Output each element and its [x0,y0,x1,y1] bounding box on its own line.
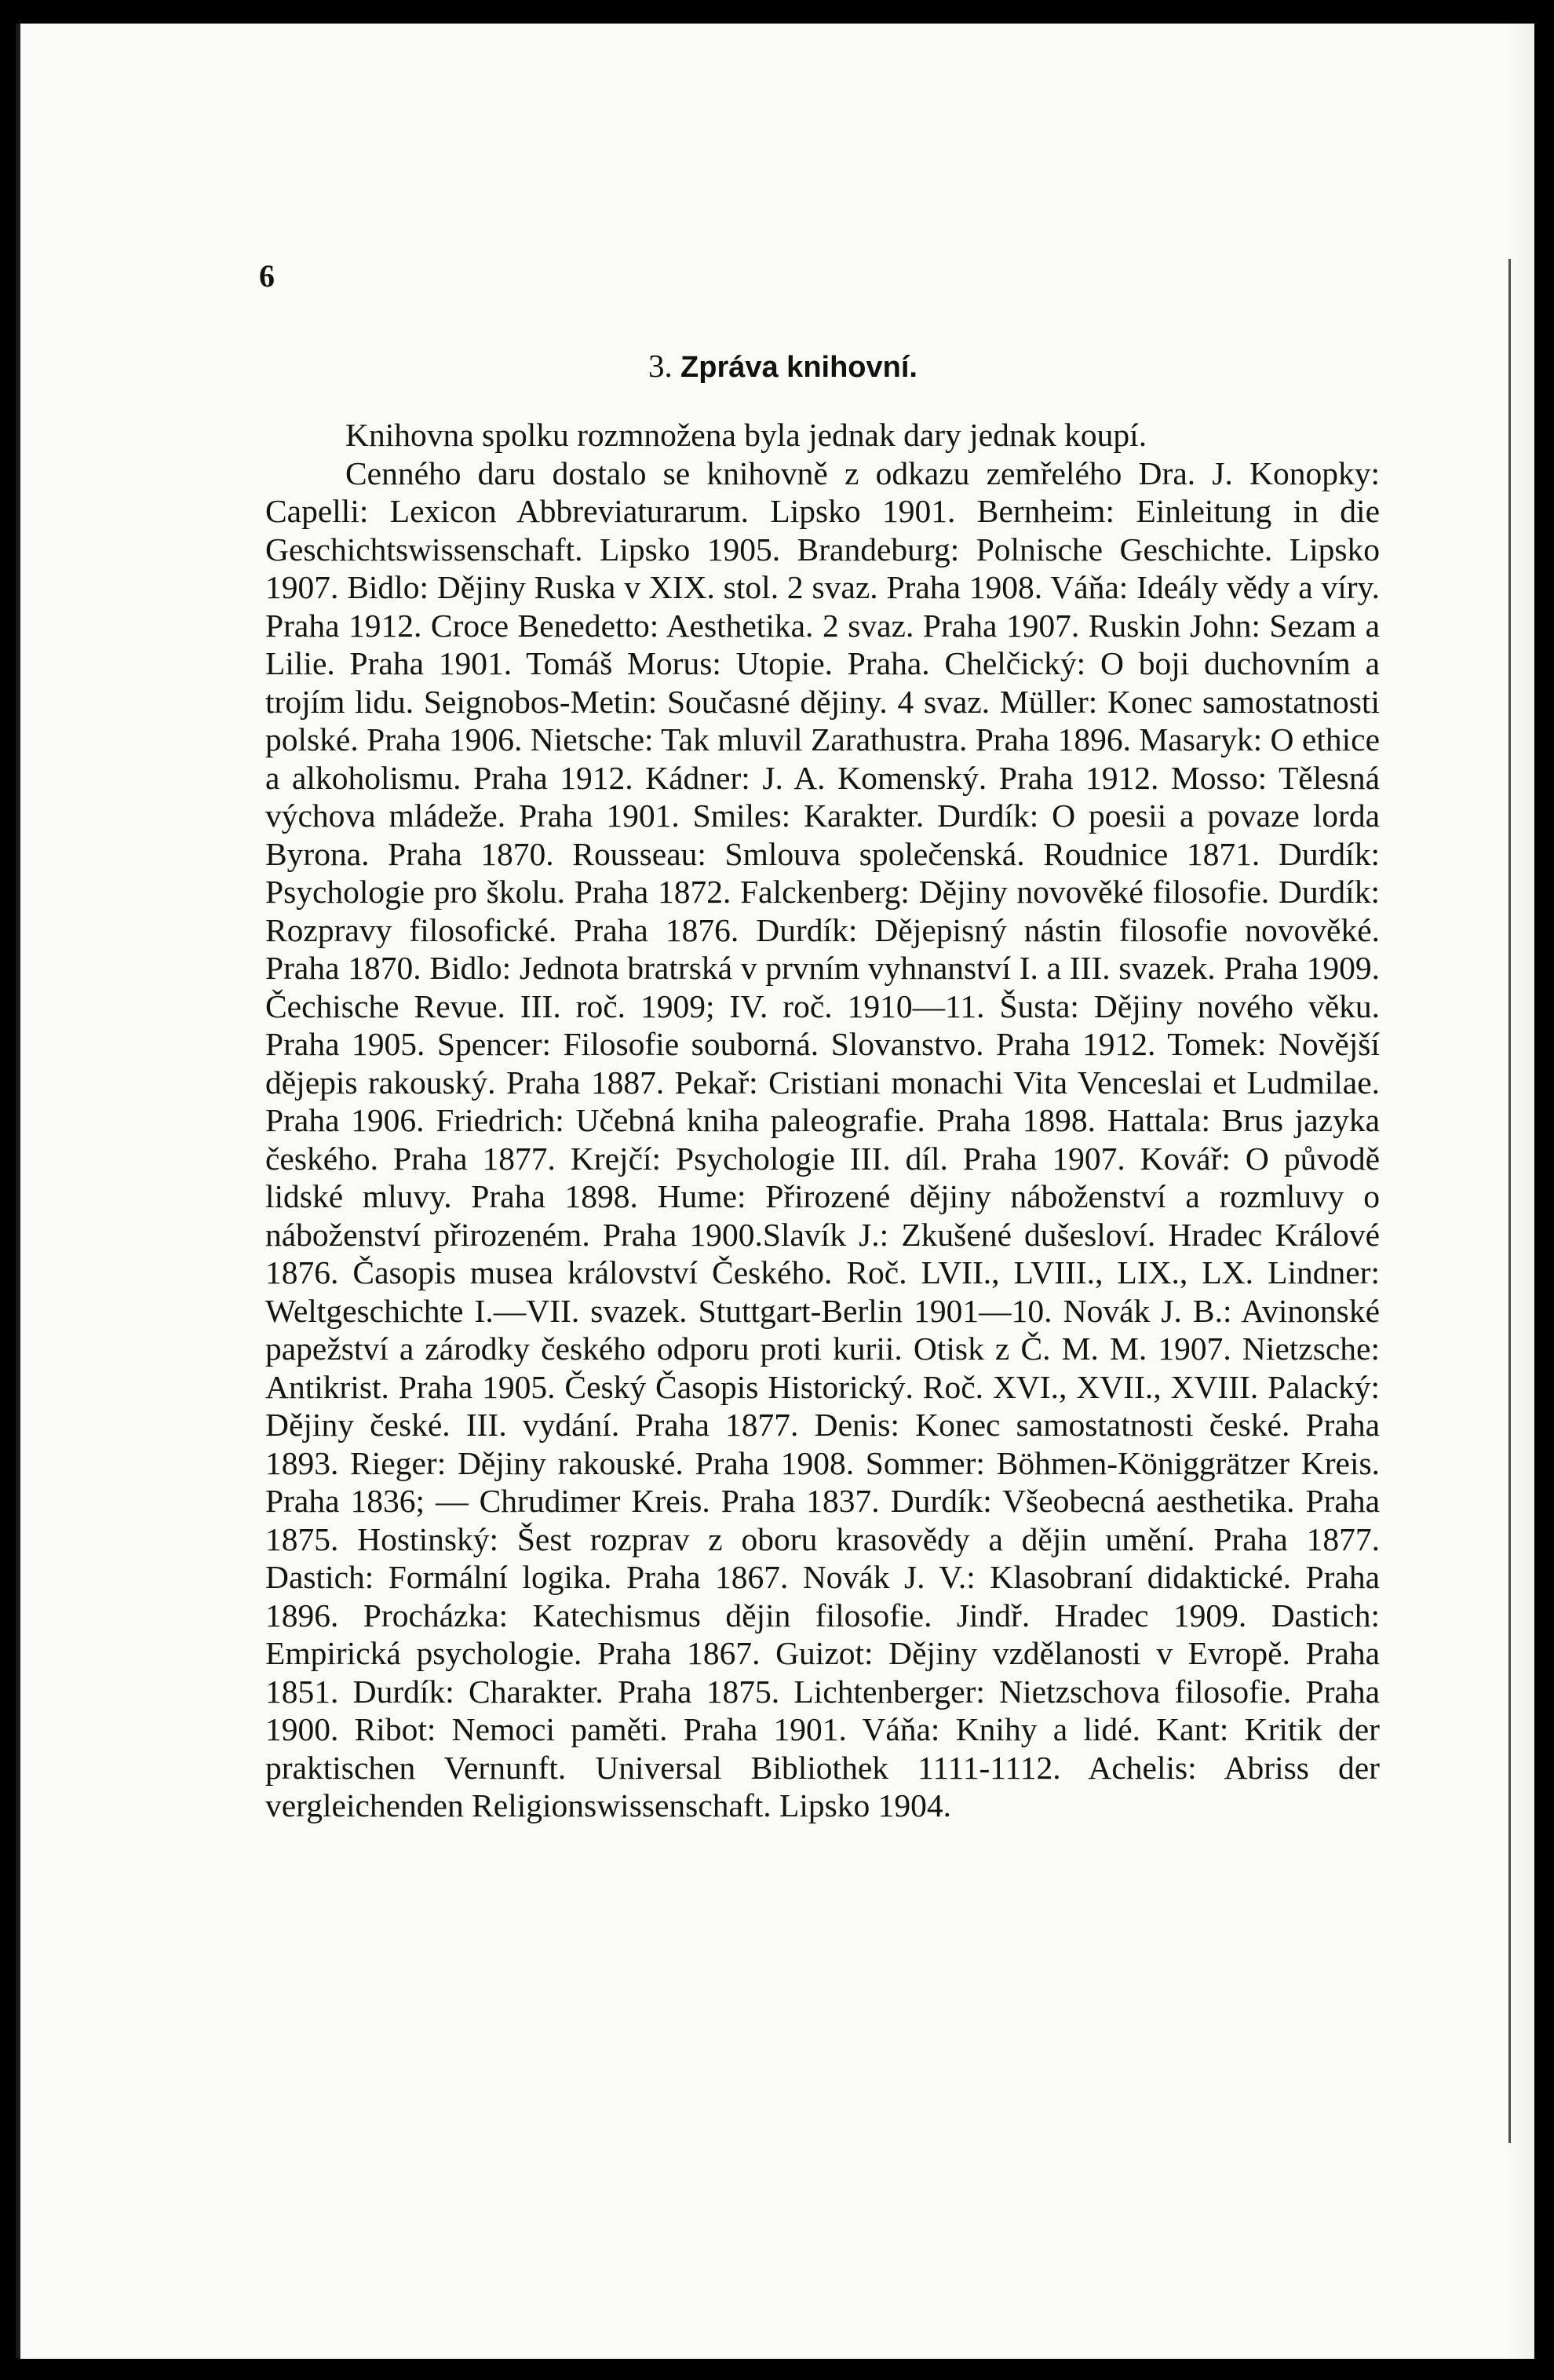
page-number: 6 [259,258,275,294]
scan-shadow [1503,24,1534,2359]
intro-paragraph: Knihovna spolku rozmnožena byla jednak dary jednak koupí. [345,417,1147,453]
body-text [265,416,1380,1825]
section-heading [16,347,1534,385]
section-title: Zpráva knihovní. [680,351,917,384]
section-number: 3. [648,348,673,384]
book-list-paragraph: Cenného daru dostalo se knihovně z odkazu zemřelého Dra. J. Konopky: Capelli: Lexicon Abbreviaturarum. Lipsko 1901. Bernheim: Einleitung in die Geschichtswissenschaft. Lipsko 1905. Brandeburg: Polnische Geschichte. Lipsko 1907. Bidlo: Dějiny Ruska v XIX. stol. 2 svaz. Praha 1908. Váňa: Ideály vědy a víry. Praha 1912. Croce Benedetto: Aesthetika. 2 svaz. Praha 1907. Ruskin John: Sezam a Lilie. Praha 1901. Tomáš Morus: Utopie. Praha. Chelčický: O boji duchovním a trojím lidu. Seignobos-Metin: Současné dějiny. 4 svaz. Müller: Konec samostatnosti polské. Praha 1906. Nietsche: Tak mluvil Zarathustra. Praha 1896. Masaryk: O ethice a alkoholismu. Praha 1912. Kádner: J. A. Komenský. Praha 1912. Mosso: Tělesná výchova mládeže. Praha 1901. Smiles: Karakter. Durdík: O poesii a povaze lorda Byrona. Praha 1870. Rousseau: Smlouva společenská. Roudnice 1871. Durdík: Psychologie pro školu. Praha 1872. Falckenberg: Dějiny novověké filosofie. Durdík: Rozpravy filosofické. Praha 1876. Durdík: Dějepisný nástin filosofie novověké. Praha 1870. Bidlo: Jednota bratrská v prvním vyhnanství I. a III. svazek. Praha 1909. Čechische Revue. III. roč. 1909; IV. roč. 1910—11. Šusta: Dějiny nového věku. Praha 1905. Spencer: Filosofie souborná. Slovanstvo. Praha 1912. Tomek: Novější dějepis rakouský. Praha 1887. Pekař: Cristiani monachi Vita Venceslai et Ludmilae. Praha 1906. Friedrich: Učebná kniha paleografie. Praha 1898. Hattala: Brus jazyka českého. Praha 1877. Krejčí: Psychologie III. díl. Praha 1907. Kovář: O původě lidské mluvy. Praha 1898. Hume: Přirozené dějiny náboženství a rozmluvy o náboženství přirozeném. Praha 1900.Slavík J.: Zkušené dušesloví. Hradec Králové 1876. Časopis musea království Českého. Roč. LVII., LVIII., LIX., LX. Lindner: Weltgeschichte I.—VII. svazek. Stuttgart-Berlin 1901—10. Novák J. B.: Avinonské papežství a zárodky českého odporu proti kurii. Otisk z Č. M. M. 1907. Nietzsche: Antikrist. Praha 1905. Český Časopis Historický. Roč. XVI., XVII., XVIII. Palacký: Dějiny české. III. vydání. Praha 1877. Denis: Konec samostatnosti české. Praha 1893. Rieger: Dějiny rakouské. Praha 1908. Sommer: Böhmen-Königgrätzer Kreis. Praha 1836; — Chrudimer Kreis. Praha 1837. Durdík: Všeobecná aesthetika. Praha 1875. Hostinský: Šest rozprav z oboru krasovědy a dějin umění. Praha 1877. Dastich: Formální logika. Praha 1867. Novák J. V.: Klasobraní didaktické. Praha 1896. Procházka: Katechismus dějin filosofie. Jindř. Hradec 1909. Dastich: Empirická psychologie. Praha 1867. Guizot: Dějiny vzdělanosti v Evropě. Praha 1851. Durdík: Charakter. Praha 1875. Lichtenberger: Nietzschova filosofie. Praha 1900. Ribot: Nemoci paměti. Praha 1901. Váňa: Knihy a lidé. Kant: Kritik der praktischen Vernunft. Universal Bibliothek 1111-1112. Achelis: Abriss der vergleichenden Religionswissenschaft. Lipsko 1904. [265,454,1380,1823]
scanned-page [16,24,1534,2359]
